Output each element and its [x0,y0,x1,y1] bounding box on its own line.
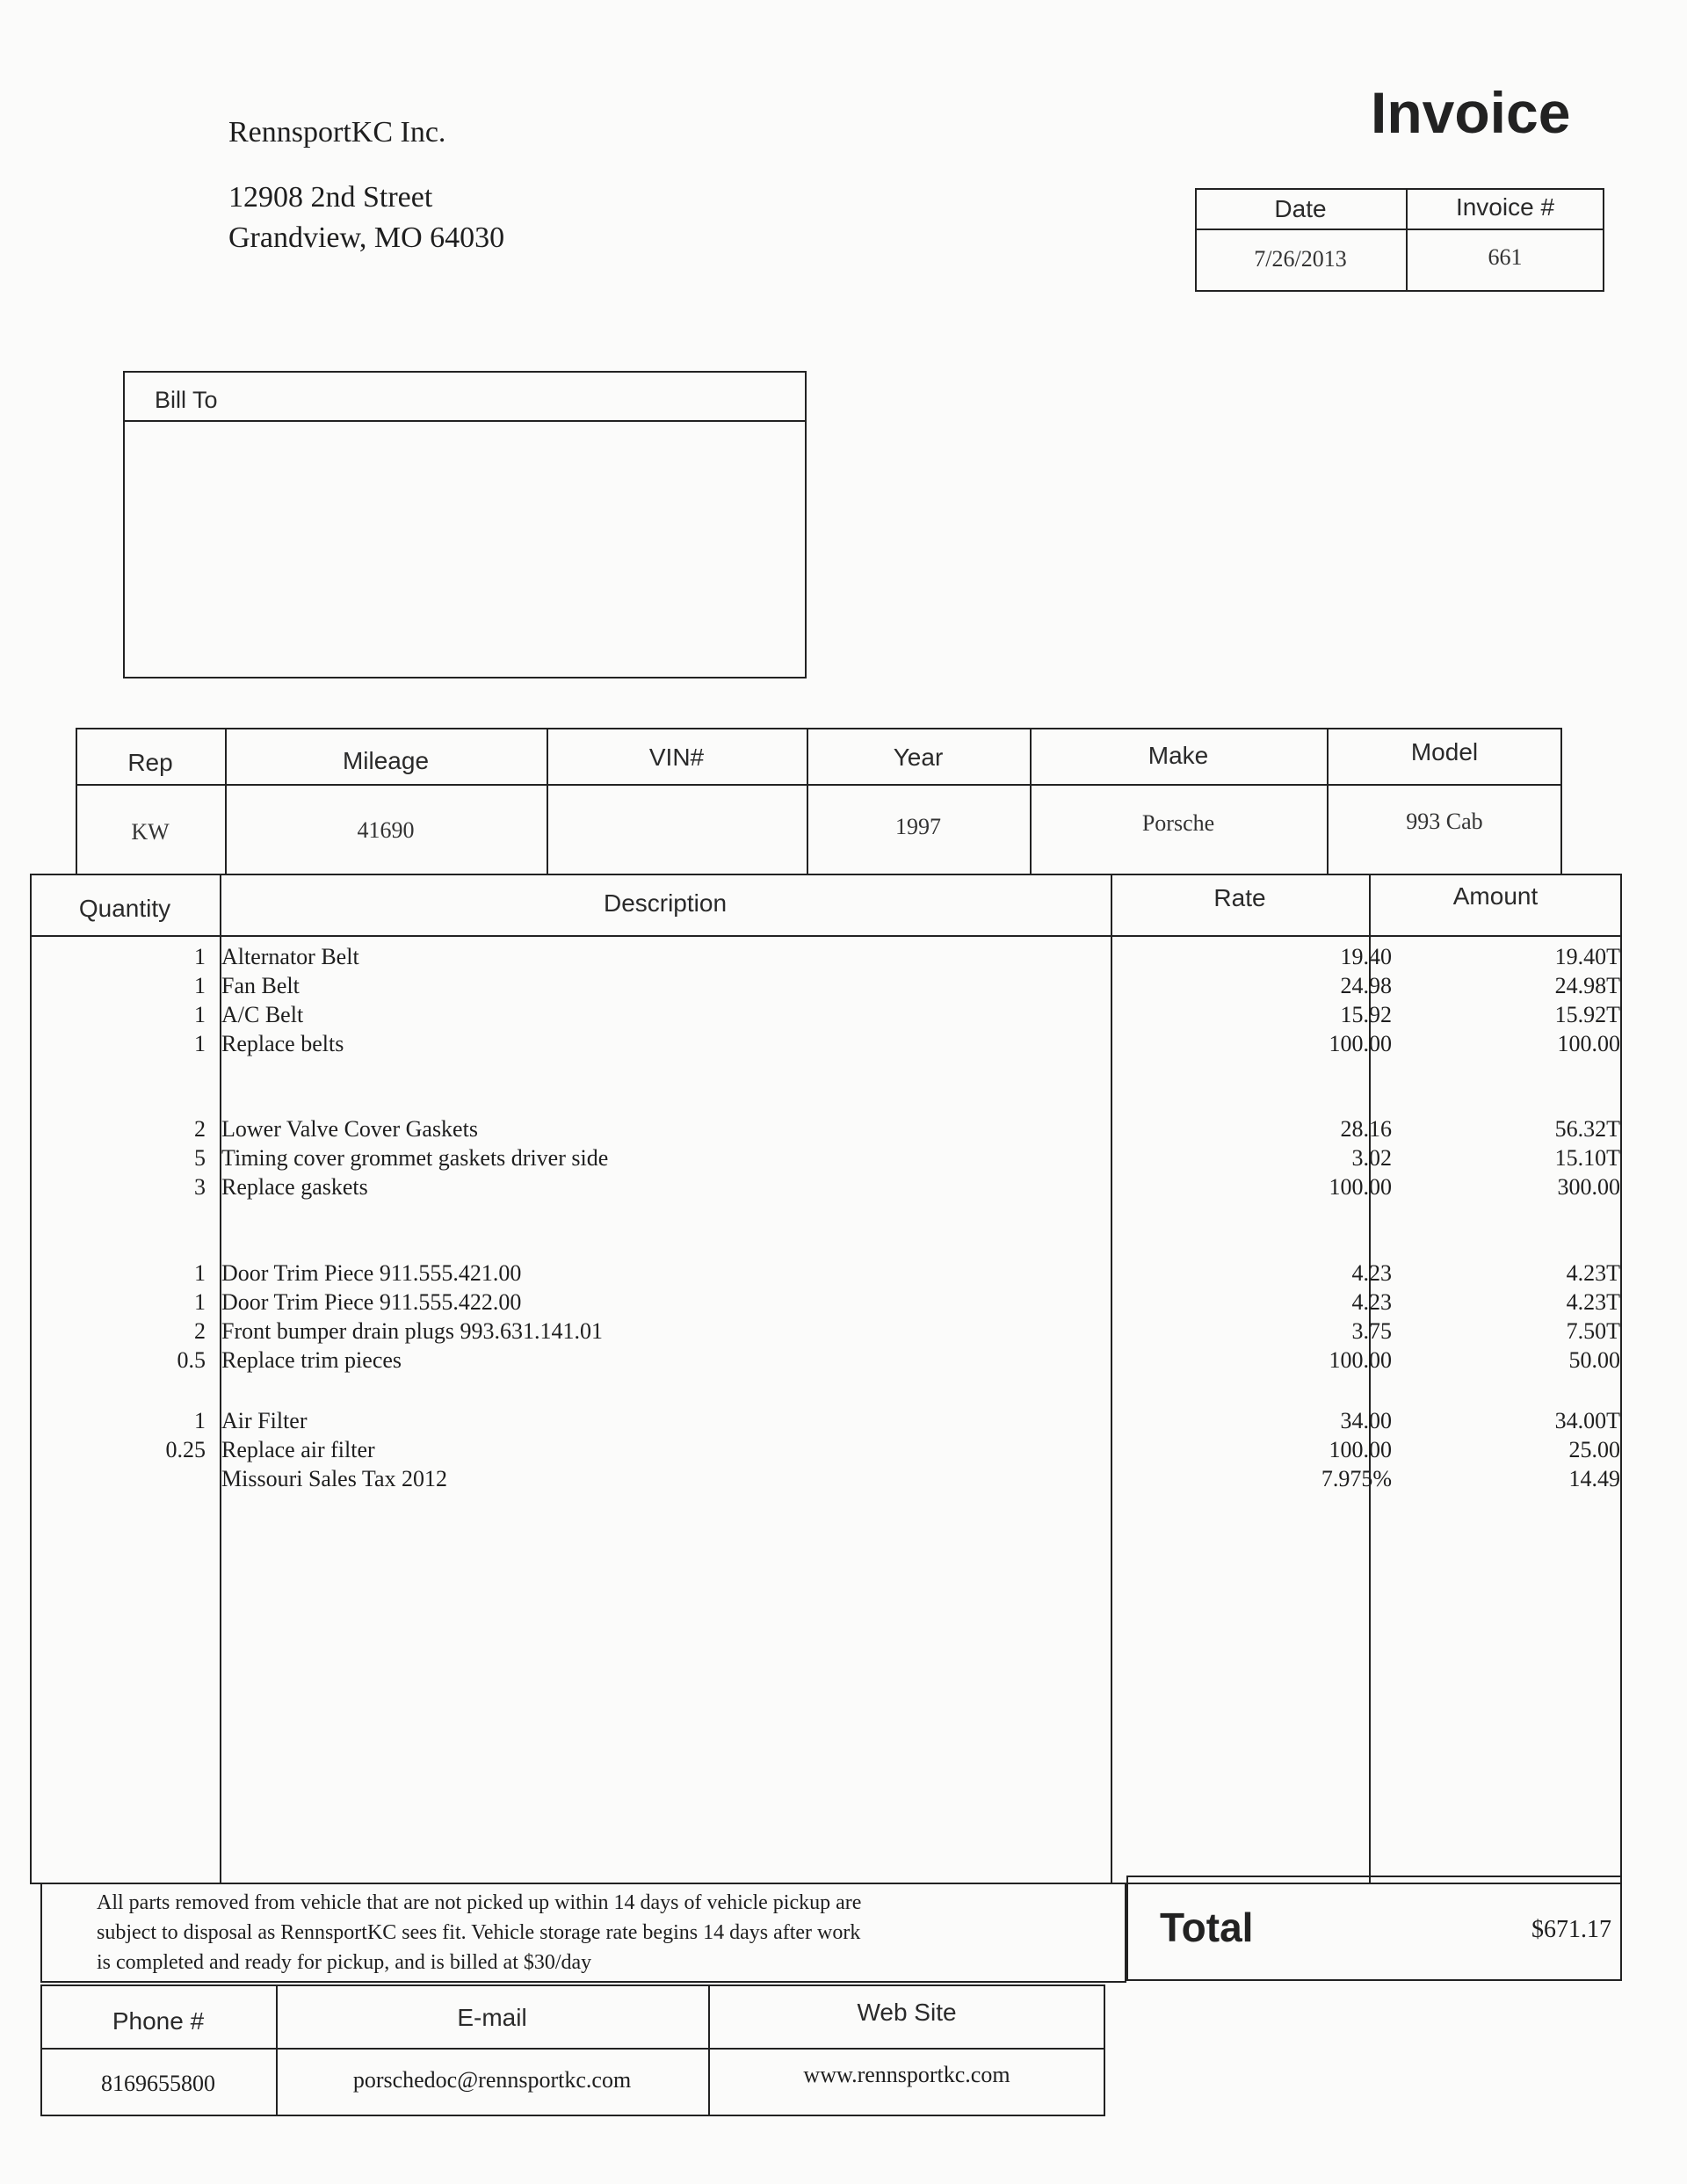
bill-to-box [123,371,807,678]
line-item-qty: 2 [194,1318,206,1344]
line-item-amount: 19.40T [1554,944,1620,969]
vehicle-header-mileage: Mileage [342,747,430,774]
company-address-line1: 12908 2nd Street [228,181,433,214]
line-item-rate: 100.00 [1329,1174,1392,1200]
line-item [30,1288,1622,1317]
line-item-desc: Lower Valve Cover Gaskets [221,1116,478,1142]
line-item-qty: 1 [194,1002,206,1027]
line-item [30,1259,1622,1288]
line-item-qty: 1 [194,973,206,998]
line-item-rate: 15.92 [1340,1002,1392,1027]
line-item-desc: Timing cover grommet gaskets driver side [221,1145,609,1171]
line-item [30,1317,1622,1346]
vehicle-header-model: Model [1410,738,1479,765]
line-item-desc: Replace air filter [221,1437,375,1462]
line-item [30,1114,1622,1143]
line-item-desc: Alternator Belt [221,944,359,969]
invoice-number-label: Invoice # [1455,193,1555,221]
line-item-amount: 15.92T [1554,1002,1620,1027]
line-item-amount: 300.00 [1557,1174,1620,1200]
line-item-amount: 24.98T [1554,973,1620,998]
email-value: porschedoc@rennsportkc.com [352,2067,632,2093]
line-item-desc: Door Trim Piece 911.555.422.00 [221,1289,522,1315]
line-item-desc: Replace belts [221,1031,344,1056]
line-item-qty: 0.25 [165,1437,206,1462]
line-item-amount: 34.00T [1554,1408,1620,1433]
total-value: $671.17 [1531,1916,1611,1943]
line-item-qty: 1 [194,1260,206,1286]
line-item-amount: 56.32T [1554,1116,1620,1142]
line-item-rate: 3.75 [1351,1318,1392,1344]
line-item-qty: 1 [194,1031,206,1056]
line-item [30,942,1622,971]
notice-line: is completed and ready for pickup, and is billed at $30/day [97,1951,592,1974]
invoice-number: 661 [1488,244,1523,270]
email-label: E-mail [457,2004,527,2031]
line-item [30,1346,1622,1375]
line-item [30,1172,1622,1201]
line-item-desc: Fan Belt [221,973,300,998]
line-item-qty: 1 [194,944,206,969]
line-item-desc: Air Filter [221,1408,308,1433]
total-label: Total [1160,1905,1254,1950]
vehicle-header-make: Make [1148,742,1209,769]
website-value: www.rennsportkc.com [803,2062,1010,2087]
line-item-rate: 4.23 [1351,1260,1392,1286]
line-item-rate: 100.00 [1329,1347,1392,1373]
vehicle-header-rep: Rep [127,749,173,776]
line-item-amount: 50.00 [1568,1347,1620,1373]
date-label: Date [1274,195,1327,222]
line-item-rate: 19.40 [1340,944,1392,969]
line-item-desc: Missouri Sales Tax 2012 [221,1466,447,1491]
line-item [30,1464,1622,1493]
line-item-amount: 14.49 [1568,1466,1620,1491]
line-item [30,1029,1622,1058]
company-name: RennsportKC Inc. [228,116,446,149]
company-address-line2: Grandview, MO 64030 [228,221,505,254]
line-item-qty: 1 [194,1289,206,1315]
vehicle-header-vin: VIN# [648,744,705,771]
line-item-rate: 34.00 [1340,1408,1392,1433]
line-item-amount: 7.50T [1566,1318,1620,1344]
line-item-amount: 15.10T [1554,1145,1620,1171]
vehicle-header-year: Year [893,744,944,771]
bill-to-label: Bill To [155,387,218,413]
line-item-rate: 100.00 [1329,1031,1392,1056]
line-item-desc: Front bumper drain plugs 993.631.141.01 [221,1318,604,1344]
line-item-desc: A/C Belt [221,1002,304,1027]
line-item-qty: 1 [194,1408,206,1433]
vehicle-mileage: 41690 [357,817,415,843]
vehicle-year: 1997 [895,814,941,839]
line-item-rate: 3.02 [1351,1145,1392,1171]
line-item-qty: 0.5 [177,1347,206,1373]
phone-value: 8169655800 [101,2071,215,2096]
items-header-description: Description [603,889,728,917]
divider [40,2048,1105,2050]
line-item [30,1406,1622,1435]
website-label: Web Site [857,1999,957,2026]
line-item-desc: Door Trim Piece 911.555.421.00 [221,1260,522,1286]
line-item-amount: 25.00 [1568,1437,1620,1462]
line-item-rate: 24.98 [1340,973,1392,998]
vehicle-rep: KW [131,819,170,845]
items-header-amount: Amount [1452,882,1539,910]
invoice-date: 7/26/2013 [1254,246,1347,272]
line-item [30,1000,1622,1029]
invoice-heading: Invoice [1371,80,1571,145]
divider [123,420,807,422]
line-item-amount: 100.00 [1557,1031,1620,1056]
line-item-amount: 4.23T [1566,1289,1620,1315]
divider [30,935,1622,937]
line-item-rate: 100.00 [1329,1437,1392,1462]
items-header-rate: Rate [1213,884,1266,911]
vehicle-model: 993 Cab [1406,809,1483,834]
line-item-amount: 4.23T [1566,1260,1620,1286]
items-header-quantity: Quantity [78,895,171,922]
line-item-rate: 7.975% [1321,1466,1392,1491]
line-item [30,971,1622,1000]
vehicle-make: Porsche [1141,810,1215,836]
notice-line: subject to disposal as RennsportKC sees fit. Vehicle storage rate begins 14 days after work [97,1921,861,1944]
divider [76,784,1562,786]
line-item-qty: 2 [194,1116,206,1142]
line-item-desc: Replace gaskets [221,1174,368,1200]
line-item-desc: Replace trim pieces [221,1347,402,1373]
line-item-rate: 4.23 [1351,1289,1392,1315]
line-item [30,1435,1622,1464]
line-item-qty: 3 [194,1174,206,1200]
notice-line: All parts removed from vehicle that are not picked up within 14 days of vehicle pickup are [97,1891,862,1914]
line-item [30,1143,1622,1172]
line-item-qty: 5 [194,1145,206,1171]
phone-label: Phone # [112,2007,205,2035]
line-item-rate: 28.16 [1340,1116,1392,1142]
divider [1195,229,1604,230]
